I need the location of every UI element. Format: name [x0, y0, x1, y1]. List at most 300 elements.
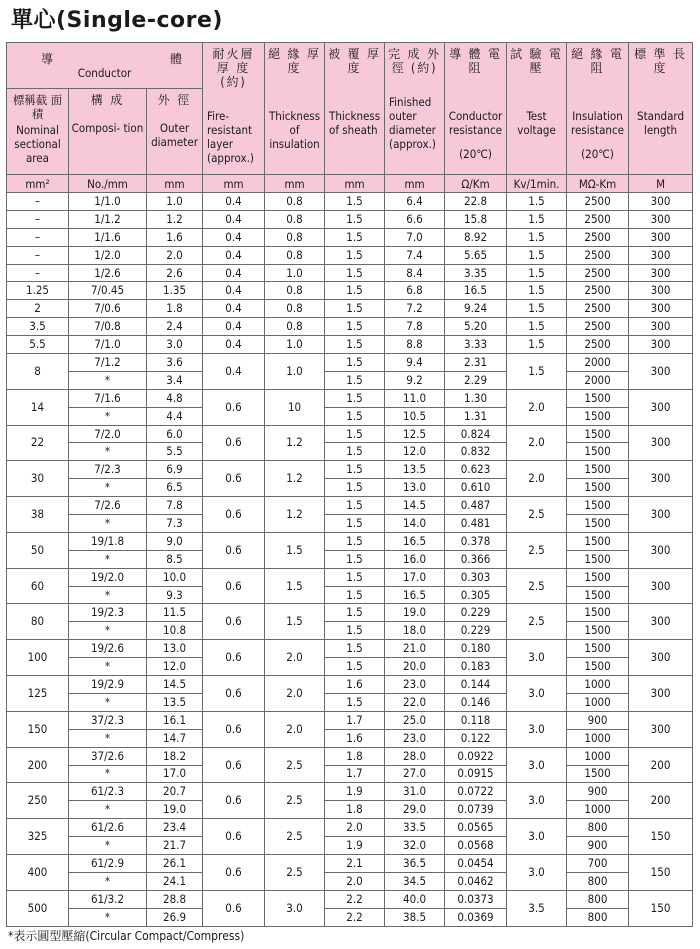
table-row: [7, 407, 693, 425]
cell-dia: 8.5: [147, 550, 203, 568]
table-row: [7, 389, 693, 407]
cell-comp: 7/1.0: [69, 336, 147, 354]
cell-dia: 20.7: [147, 783, 203, 801]
cell-od: 16.0: [385, 550, 445, 568]
cell-ins: 0.8: [265, 246, 325, 264]
cell-volt: 2.0: [507, 461, 567, 497]
cell-comp: 7/0.6: [69, 300, 147, 318]
table-row: [7, 747, 693, 765]
cell-sheath: 1.5: [325, 532, 385, 550]
cell-volt: 1.5: [507, 193, 567, 211]
cell-od: 36.5: [385, 854, 445, 872]
table-row: [7, 908, 693, 926]
cell-res: 0.0565: [445, 819, 507, 837]
cell-comp: 61/3.2: [69, 890, 147, 908]
composition-header-zh: 構 成: [90, 93, 125, 107]
unit-ins-resistance: MΩ-Km: [567, 175, 629, 193]
length-header-en: Standard length: [637, 109, 685, 137]
cell-ires: 900: [567, 837, 629, 855]
cell-res: 0.0373: [445, 890, 507, 908]
cell-dia: 19.0: [147, 801, 203, 819]
cell-comp: 19/2.6: [69, 640, 147, 658]
cell-fire: 0.6: [203, 819, 265, 855]
cell-ires: 1000: [567, 693, 629, 711]
table-row: [7, 443, 693, 461]
cell-res: 0.0462: [445, 872, 507, 890]
table-row: [7, 783, 693, 801]
cell-len: 300: [629, 336, 693, 354]
cell-ires: 1500: [567, 586, 629, 604]
cell-area: 22: [7, 425, 69, 461]
cell-len: 200: [629, 747, 693, 783]
table-row: [7, 872, 693, 890]
unit-insulation: mm: [265, 175, 325, 193]
cell-comp: 61/2.9: [69, 854, 147, 872]
cell-area: 325: [7, 819, 69, 855]
table-row: [7, 568, 693, 586]
cell-od: 23.0: [385, 729, 445, 747]
cell-fire: 0.4: [203, 193, 265, 211]
composition-header-en: Composi- tion: [71, 121, 144, 135]
cell-ins: 2.5: [265, 854, 325, 890]
cell-od: 25.0: [385, 711, 445, 729]
table-row: [7, 837, 693, 855]
cell-dia: 23.4: [147, 819, 203, 837]
cell-comp: 19/2.9: [69, 676, 147, 694]
cell-res: 1.31: [445, 407, 507, 425]
table-row: [7, 550, 693, 568]
cell-sheath: 1.5: [325, 407, 385, 425]
conductor-group-header: [7, 43, 203, 89]
cell-ires: 1500: [567, 640, 629, 658]
cell-sheath: 1.5: [325, 586, 385, 604]
table-row: [7, 854, 693, 872]
table-row: [7, 640, 693, 658]
cell-od: 7.4: [385, 246, 445, 264]
cell-res: 2.29: [445, 371, 507, 389]
cell-area: 400: [7, 854, 69, 890]
area-header-zh: 標稱截 面 積: [12, 93, 63, 121]
cell-sheath: 1.5: [325, 604, 385, 622]
cell-res: 0.481: [445, 515, 507, 533]
cell-area: –: [7, 193, 69, 211]
cell-len: 300: [629, 246, 693, 264]
table-row: [7, 693, 693, 711]
cell-od: 9.2: [385, 371, 445, 389]
cell-res: 0.0739: [445, 801, 507, 819]
insulation-header-en: Thickness of insulation: [268, 109, 321, 151]
table-row: [7, 318, 693, 336]
cell-comp: *: [69, 622, 147, 640]
cell-od: 31.0: [385, 783, 445, 801]
cell-od: 13.0: [385, 479, 445, 497]
cell-dia: 6.5: [147, 479, 203, 497]
cell-ires: 2500: [567, 193, 629, 211]
cell-comp: *: [69, 693, 147, 711]
cell-area: 38: [7, 497, 69, 533]
cell-comp: *: [69, 515, 147, 533]
header-row-top: [7, 43, 693, 89]
table-row: [7, 604, 693, 622]
cell-volt: 2.5: [507, 532, 567, 568]
cell-sheath: 1.5: [325, 640, 385, 658]
cell-od: 23.0: [385, 676, 445, 694]
length-header-zh: 標 準 長 度: [634, 47, 687, 75]
table-row: [7, 586, 693, 604]
cell-comp: 7/0.45: [69, 282, 147, 300]
cell-len: 300: [629, 604, 693, 640]
cell-res: 16.5: [445, 282, 507, 300]
cell-res: 0.378: [445, 532, 507, 550]
cell-dia: 26.9: [147, 908, 203, 926]
cell-sheath: 1.5: [325, 336, 385, 354]
cell-dia: 28.8: [147, 890, 203, 908]
unit-length: M: [629, 175, 693, 193]
table-row: [7, 819, 693, 837]
outer-dia-header-zh: 完 成 外 徑 (約): [388, 47, 441, 75]
cell-sheath: 1.5: [325, 210, 385, 228]
cell-ins: 1.0: [265, 264, 325, 282]
diameter-header: [147, 89, 203, 175]
cell-od: 16.5: [385, 532, 445, 550]
cell-comp: 19/2.0: [69, 568, 147, 586]
cell-dia: 21.7: [147, 837, 203, 855]
cell-res: 0.0915: [445, 765, 507, 783]
cell-dia: 1.35: [147, 282, 203, 300]
cell-res: 0.366: [445, 550, 507, 568]
cell-sheath: 2.2: [325, 908, 385, 926]
cell-od: 22.0: [385, 693, 445, 711]
cell-len: 300: [629, 461, 693, 497]
cell-fire: 0.6: [203, 497, 265, 533]
cell-comp: 19/2.3: [69, 604, 147, 622]
cell-ins: 2.5: [265, 819, 325, 855]
cell-len: 300: [629, 711, 693, 747]
cell-area: 500: [7, 890, 69, 926]
cell-ires: 1500: [567, 443, 629, 461]
cell-comp: *: [69, 908, 147, 926]
cell-area: 250: [7, 783, 69, 819]
diameter-header-en: Outer diameter: [151, 121, 198, 149]
cell-fire: 0.6: [203, 711, 265, 747]
unit-outer-dia: mm: [385, 175, 445, 193]
cell-comp: *: [69, 801, 147, 819]
cell-comp: 7/2.0: [69, 425, 147, 443]
cell-volt: 1.5: [507, 228, 567, 246]
cell-area: –: [7, 264, 69, 282]
cell-comp: *: [69, 479, 147, 497]
fire-header-zh: 耐火層 厚 度 (約): [212, 47, 255, 89]
cell-ires: 2500: [567, 336, 629, 354]
cell-comp: 7/2.6: [69, 497, 147, 515]
table-row: [7, 622, 693, 640]
cell-fire: 0.4: [203, 264, 265, 282]
cell-od: 9.4: [385, 354, 445, 372]
cell-ins: 1.2: [265, 425, 325, 461]
cell-len: 300: [629, 640, 693, 676]
cell-ins: 2.0: [265, 640, 325, 676]
table-row: [7, 300, 693, 318]
cell-ins: 2.5: [265, 783, 325, 819]
cell-volt: 3.0: [507, 640, 567, 676]
cell-res: 0.305: [445, 586, 507, 604]
cell-comp: 1/2.0: [69, 246, 147, 264]
cell-sheath: 1.5: [325, 193, 385, 211]
table-row: [7, 425, 693, 443]
table-row: [7, 354, 693, 372]
table-row: [7, 461, 693, 479]
cell-dia: 26.1: [147, 854, 203, 872]
cell-sheath: 1.7: [325, 711, 385, 729]
cell-ins: 3.0: [265, 890, 325, 926]
table-row: [7, 282, 693, 300]
table-row: [7, 676, 693, 694]
cell-sheath: 1.5: [325, 425, 385, 443]
ins-resistance-header-temp: (20℃): [581, 147, 614, 161]
unit-diameter: mm: [147, 175, 203, 193]
cell-sheath: 1.5: [325, 550, 385, 568]
cell-dia: 9.0: [147, 532, 203, 550]
cell-ires: 1500: [567, 497, 629, 515]
insulation-header: [265, 43, 325, 175]
cell-ins: 1.2: [265, 497, 325, 533]
cell-od: 16.5: [385, 586, 445, 604]
cell-area: 200: [7, 747, 69, 783]
cell-sheath: 1.5: [325, 300, 385, 318]
table-row: [7, 890, 693, 908]
cell-sheath: 1.6: [325, 676, 385, 694]
cell-res: 0.0922: [445, 747, 507, 765]
cell-res: 0.180: [445, 640, 507, 658]
cell-volt: 3.0: [507, 747, 567, 783]
cell-comp: 37/2.6: [69, 747, 147, 765]
cell-sheath: 1.5: [325, 658, 385, 676]
cell-volt: 1.5: [507, 264, 567, 282]
cell-volt: 3.0: [507, 676, 567, 712]
cell-sheath: 1.5: [325, 461, 385, 479]
cell-od: 8.8: [385, 336, 445, 354]
cell-volt: 1.5: [507, 336, 567, 354]
cell-res: 8.92: [445, 228, 507, 246]
cell-sheath: 2.2: [325, 890, 385, 908]
cell-area: –: [7, 228, 69, 246]
cell-od: 6.8: [385, 282, 445, 300]
voltage-header-en: Test voltage: [517, 109, 556, 137]
cell-od: 12.5: [385, 425, 445, 443]
cell-len: 300: [629, 282, 693, 300]
cell-od: 20.0: [385, 658, 445, 676]
cell-sheath: 1.5: [325, 479, 385, 497]
cell-comp: *: [69, 765, 147, 783]
cell-fire: 0.6: [203, 461, 265, 497]
cell-dia: 11.5: [147, 604, 203, 622]
cell-ins: 0.8: [265, 193, 325, 211]
cell-volt: 1.5: [507, 282, 567, 300]
voltage-header-zh: 試 驗 電 壓: [510, 47, 563, 75]
cell-res: 1.30: [445, 389, 507, 407]
cell-dia: 18.2: [147, 747, 203, 765]
cell-od: 19.0: [385, 604, 445, 622]
cell-sheath: 1.5: [325, 622, 385, 640]
cell-ires: 2500: [567, 282, 629, 300]
sheath-header-en: Thickness of sheath: [329, 109, 381, 137]
cell-dia: 14.5: [147, 676, 203, 694]
cell-fire: 0.4: [203, 282, 265, 300]
cell-ires: 2500: [567, 318, 629, 336]
cell-sheath: 1.5: [325, 264, 385, 282]
cell-sheath: 2.0: [325, 819, 385, 837]
cell-ires: 1000: [567, 676, 629, 694]
conductor-zh-right: 體: [170, 51, 185, 66]
fire-header: [203, 43, 265, 175]
composition-header: [69, 89, 147, 175]
cell-sheath: 1.5: [325, 497, 385, 515]
cell-od: 11.0: [385, 389, 445, 407]
cell-res: 22.8: [445, 193, 507, 211]
table-row: [7, 711, 693, 729]
cell-volt: 1.5: [507, 354, 567, 390]
cell-res: 9.24: [445, 300, 507, 318]
cell-od: 13.5: [385, 461, 445, 479]
cell-ins: 2.0: [265, 676, 325, 712]
unit-resistance: Ω/Km: [445, 175, 507, 193]
cell-fire: 0.6: [203, 425, 265, 461]
cell-dia: 5.5: [147, 443, 203, 461]
fire-header-en: Fire-resistant layer (approx.): [207, 109, 254, 165]
cell-volt: 3.0: [507, 854, 567, 890]
table-row: [7, 658, 693, 676]
cell-ires: 1500: [567, 568, 629, 586]
ins-resistance-header-zh: 絕 緣 電 阻: [571, 47, 624, 75]
cell-comp: 1/1.6: [69, 228, 147, 246]
cell-fire: 0.6: [203, 783, 265, 819]
cell-fire: 0.6: [203, 389, 265, 425]
cell-sheath: 1.9: [325, 837, 385, 855]
cell-fire: 0.6: [203, 854, 265, 890]
cell-fire: 0.6: [203, 747, 265, 783]
cell-res: 0.623: [445, 461, 507, 479]
unit-area: mm²: [7, 175, 69, 193]
cell-len: 300: [629, 193, 693, 211]
cell-comp: 1/1.2: [69, 210, 147, 228]
cell-area: 14: [7, 389, 69, 425]
cell-ires: 800: [567, 908, 629, 926]
cell-sheath: 1.5: [325, 568, 385, 586]
cell-ires: 1500: [567, 479, 629, 497]
cell-comp: 1/2.6: [69, 264, 147, 282]
cell-area: –: [7, 246, 69, 264]
page-title: 單心(Single-core): [11, 8, 223, 33]
cell-dia: 17.0: [147, 765, 203, 783]
cell-res: 0.832: [445, 443, 507, 461]
cell-area: 3.5: [7, 318, 69, 336]
cell-sheath: 1.5: [325, 693, 385, 711]
cell-ires: 800: [567, 819, 629, 837]
cell-len: 150: [629, 854, 693, 890]
cell-ires: 800: [567, 872, 629, 890]
table-row: [7, 729, 693, 747]
cell-comp: *: [69, 837, 147, 855]
cell-ires: 1000: [567, 801, 629, 819]
cell-dia: 10.8: [147, 622, 203, 640]
cell-ins: 1.0: [265, 336, 325, 354]
cell-volt: 2.0: [507, 425, 567, 461]
spec-table: [6, 42, 693, 927]
cell-area: 50: [7, 532, 69, 568]
cell-comp: 19/1.8: [69, 532, 147, 550]
cell-ins: 1.5: [265, 604, 325, 640]
cell-ires: 2500: [567, 300, 629, 318]
cell-volt: 2.0: [507, 389, 567, 425]
cell-res: 0.0454: [445, 854, 507, 872]
cell-od: 29.0: [385, 801, 445, 819]
cell-res: 0.487: [445, 497, 507, 515]
cell-ins: 10: [265, 389, 325, 425]
conductor-zh-left: 導: [41, 51, 56, 66]
cell-od: 7.8: [385, 318, 445, 336]
cell-sheath: 1.8: [325, 747, 385, 765]
cell-ins: 2.5: [265, 747, 325, 783]
cell-ires: 2500: [567, 210, 629, 228]
cell-dia: 1.8: [147, 300, 203, 318]
cell-res: 3.35: [445, 264, 507, 282]
table-row: [7, 210, 693, 228]
cell-comp: *: [69, 371, 147, 389]
table-row: [7, 532, 693, 550]
unit-voltage: Kv/1min.: [507, 175, 567, 193]
table-row: [7, 801, 693, 819]
table-row: [7, 336, 693, 354]
cell-ires: 1500: [567, 425, 629, 443]
cell-res: 0.610: [445, 479, 507, 497]
cell-fire: 0.4: [203, 210, 265, 228]
cell-ires: 1500: [567, 658, 629, 676]
cell-res: 0.144: [445, 676, 507, 694]
cell-dia: 24.1: [147, 872, 203, 890]
sheath-header: [325, 43, 385, 175]
cell-ires: 1500: [567, 604, 629, 622]
cell-ins: 1.2: [265, 461, 325, 497]
cell-fire: 0.6: [203, 890, 265, 926]
cell-ins: 0.8: [265, 300, 325, 318]
cell-dia: 2.0: [147, 246, 203, 264]
cell-ires: 2500: [567, 264, 629, 282]
cell-len: 300: [629, 354, 693, 390]
cell-ins: 0.8: [265, 318, 325, 336]
table-row: [7, 246, 693, 264]
cell-od: 40.0: [385, 890, 445, 908]
cell-area: 60: [7, 568, 69, 604]
diameter-header-zh: 外 徑: [157, 93, 192, 107]
cell-ires: 2500: [567, 228, 629, 246]
cell-ires: 1500: [567, 389, 629, 407]
voltage-header: [507, 43, 567, 175]
cell-res: 5.65: [445, 246, 507, 264]
cell-area: 125: [7, 676, 69, 712]
cell-sheath: 1.5: [325, 228, 385, 246]
cell-sheath: 1.5: [325, 354, 385, 372]
cell-res: 0.824: [445, 425, 507, 443]
outer-dia-header: [385, 43, 445, 175]
length-header: [629, 43, 693, 175]
cell-area: 8: [7, 354, 69, 390]
cell-fire: 0.6: [203, 676, 265, 712]
cell-volt: 1.5: [507, 318, 567, 336]
cell-dia: 13.5: [147, 693, 203, 711]
cell-volt: 3.5: [507, 890, 567, 926]
outer-dia-header-en: Finished outer diameter (approx.): [389, 95, 436, 151]
resistance-header: [445, 43, 507, 175]
